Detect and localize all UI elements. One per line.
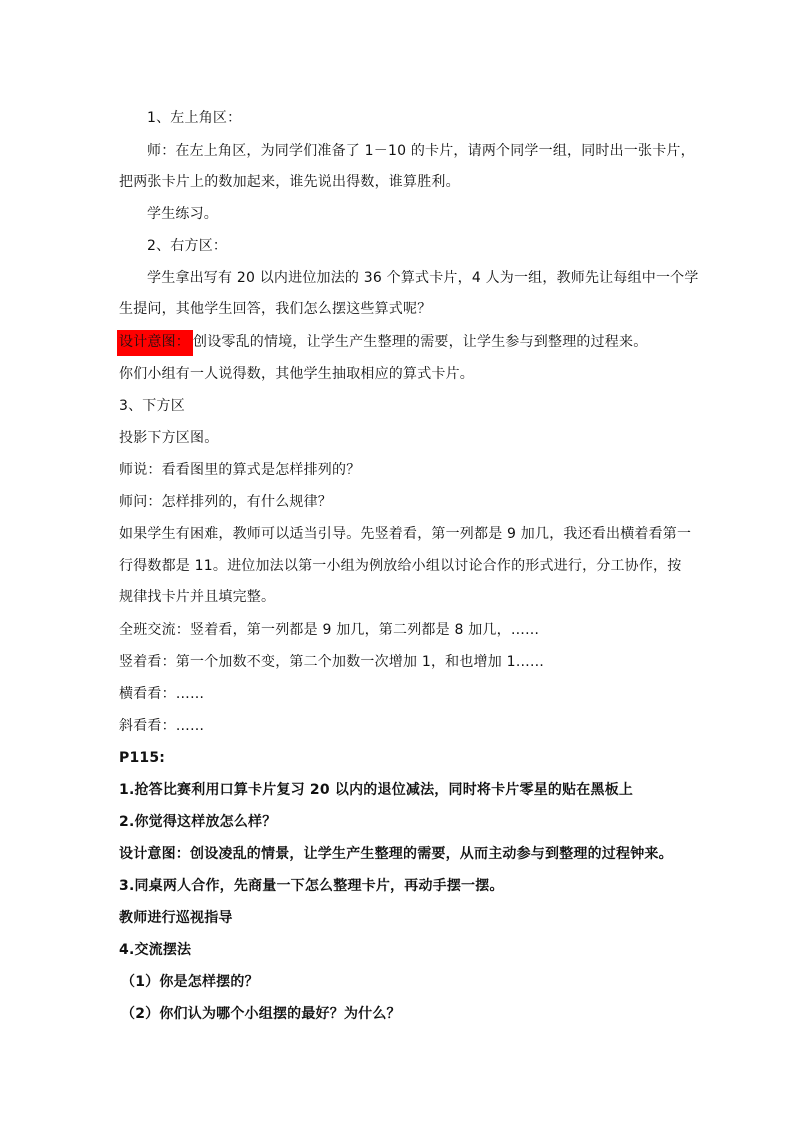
paragraph-horizontal-look: 横看看：…… bbox=[119, 686, 205, 702]
design-intent-text: 创设零乱的情境，让学生产生整理的需要，让学生参与到整理的过程来。 bbox=[193, 334, 648, 350]
paragraph-student-cards: 学生拿出写有 20 以内进位加法的 36 个算式卡片，4 人为一组，教师先让每组中一个学 bbox=[147, 270, 699, 286]
paragraph-group-activity: 你们小组有一人说得数，其他学生抽取相应的算式卡片。 bbox=[119, 366, 474, 382]
paragraph-bold-step-1: 1.抢答比赛利用口算卡片复习 20 以内的退位减法，同时将卡片零星的贴在黑板上 bbox=[119, 782, 634, 798]
paragraph-student-cards-cont: 生提问，其他学生回答，我们怎么摆这些算式呢？ bbox=[119, 301, 432, 317]
paragraph-projection: 投影下方区图。 bbox=[119, 430, 219, 446]
paragraph-student-practice: 学生练习。 bbox=[147, 206, 218, 222]
paragraph-bold-step-3: 3.同桌两人合作，先商量一下怎么整理卡片，再动手摆一摆。 bbox=[119, 878, 504, 894]
paragraph-bold-step-4: 4.交流摆法 bbox=[119, 942, 192, 958]
paragraph-page-ref: P115: bbox=[119, 750, 166, 766]
paragraph-bold-step-2: 2.你觉得这样放怎么样？ bbox=[119, 814, 277, 830]
paragraph-design-intent-1 bbox=[119, 334, 679, 350]
paragraph-vertical-look: 竖着看：第一个加数不变，第二个加数一次增加 1，和也增加 1…… bbox=[119, 654, 545, 670]
paragraph-bold-question-2: （2）你们认为哪个小组摆的最好？为什么？ bbox=[121, 1006, 401, 1022]
paragraph-guidance-cont-2: 规律找卡片并且填完整。 bbox=[119, 589, 276, 605]
paragraph-teacher-asks: 师问：怎样排列的，有什么规律？ bbox=[119, 494, 332, 510]
paragraph-teacher-says: 师说：看看图里的算式是怎样排列的？ bbox=[119, 462, 361, 478]
paragraph-section-1-heading: 1、左上角区： bbox=[147, 110, 242, 126]
paragraph-guidance: 如果学生有困难，教师可以适当引导。先竖着看，第一列都是 9 加几，我还看出横着看第一 bbox=[119, 526, 692, 542]
paragraph-teacher-instruction-1: 师：在左上角区，为同学们准备了 1－10 的卡片，请两个同学一组，同时出一张卡片， bbox=[147, 143, 695, 159]
design-intent-highlight: 设计意图： bbox=[117, 330, 193, 356]
paragraph-bold-question-1: （1）你是怎样摆的？ bbox=[121, 974, 259, 990]
paragraph-section-2-heading: 2、右方区： bbox=[147, 238, 228, 254]
paragraph-guidance-cont-1: 行得数都是 11。进位加法以第一小组为例放给小组以讨论合作的形式进行，分工协作，按 bbox=[119, 558, 682, 574]
paragraph-bold-design-intent: 设计意图：创设凌乱的情景，让学生产生整理的需要，从而主动参与到整理的过程钟来。 bbox=[119, 846, 673, 862]
paragraph-bold-teacher-patrol: 教师进行巡视指导 bbox=[119, 910, 233, 926]
paragraph-diagonal-look: 斜看看：…… bbox=[119, 718, 205, 734]
paragraph-teacher-instruction-1-cont: 把两张卡片上的数加起来，谁先说出得数，谁算胜利。 bbox=[119, 174, 460, 190]
paragraph-class-exchange: 全班交流：竖着看，第一列都是 9 加几，第二列都是 8 加几，…… bbox=[119, 622, 540, 638]
paragraph-section-3-heading: 3、下方区 bbox=[119, 398, 185, 414]
